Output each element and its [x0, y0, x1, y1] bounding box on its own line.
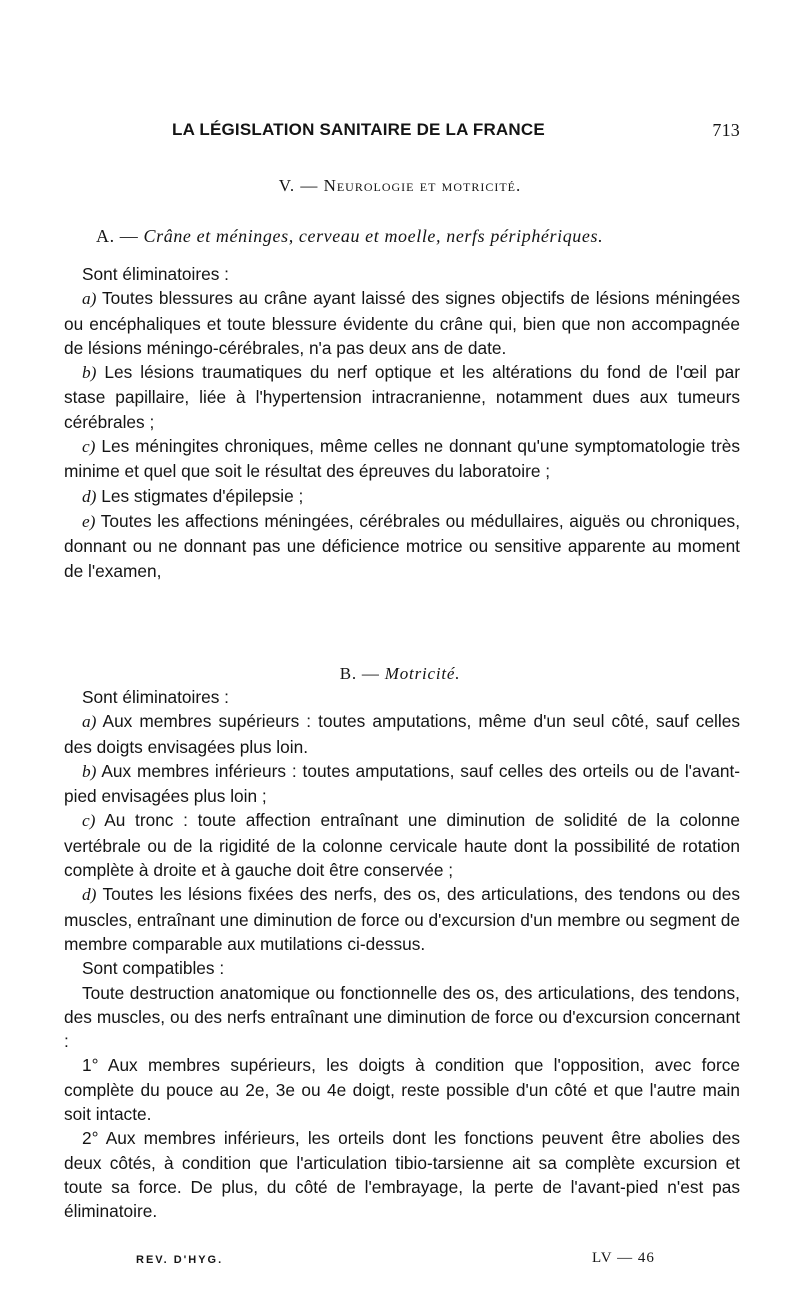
section-a-item-c: c) Les méningites chroniques, même celles ne donnant qu'une symptomatologie très minime et quel que soit le résultat des épreuves du laboratoire ; [64, 436, 740, 482]
section-b-item-b: b) Aux membres inférieurs : toutes amputations, sauf celles des orteils ou de l'avant-pied envisagées plus loin ; [64, 760, 740, 807]
page-number: 713 [712, 120, 740, 140]
section-b-item-a: a) Aux membres supérieurs : toutes amputations, même d'un seul côté, sauf celles des doigts envisagées plus loin. [64, 711, 740, 757]
footer-signature: LV — 46 [592, 1250, 655, 1266]
section-heading [0, 176, 800, 196]
page-header [172, 120, 740, 146]
section-b-body [64, 685, 740, 1224]
section-a-item-a: a) Toutes blessures au crâne ayant laissé des signes objectifs de lésions méningées ou encéphaliques et toute blessure évidente du crâne qui, bien que non accompagnée de lésions méningo-cérébrales, n'a pas deux ans de date. [64, 288, 740, 358]
section-b-intro: Sont éliminatoires : [82, 687, 229, 707]
running-title: LA LÉGISLATION SANITAIRE DE LA FRANCE [172, 120, 545, 139]
section-a-item-b: b) Les lésions traumatiques du nerf optique et les altérations du fond de l'œil par stase papillaire, liée à l'hypertension intracranienne, notamment dues aux tumeurs cérébrales ; [64, 362, 740, 432]
section-numeral: V. — [278, 176, 319, 195]
compatible-item-2: 2° Aux membres inférieurs, les orteils dont les fonctions peuvent être abolies des deux côtés, à condition que l'articulation tibio-tarsienne ait sa complète excursion et toute sa force. De plus, du côté de l'embrayage, la perte de l'avant-pied n'est pas éliminatoire. [64, 1128, 740, 1222]
compatible-intro: Sont compatibles : [82, 958, 225, 979]
section-b-item-c: c) Au tronc : toute affection entraînant une diminution de solidité de la colonne vertébrale ou de la rigidité de la colonne cervicale haute dont la possibilité de rotation complète à droite et à gauche doit être conservée ; [64, 810, 740, 881]
section-b-item-d: d) Toutes les lésions fixées des nerfs, des os, des articulations, des tendons ou des muscles, entraînant une diminution de force ou d'excursion d'un membre ou segment de membre comparable aux mutilations ci-dessus. [64, 884, 740, 954]
subsection-b-title: Motricité. [384, 664, 461, 683]
compatible-text: Toute destruction anatomique ou fonctionnelle des os, des articulations, des tendons, des muscles, ou des nerfs entraînant une diminution de force ou d'excursion concernant : [64, 982, 740, 1052]
subsection-b-heading [0, 664, 800, 684]
section-a-body [64, 262, 740, 583]
subsection-a-label: A. — [96, 226, 139, 246]
section-a-intro: Sont éliminatoires : [82, 264, 229, 284]
section-a-item-d: d) Les stigmates d'épilepsie ; [82, 485, 304, 506]
subsection-a-heading [96, 226, 603, 247]
subsection-a-title: Crâne et méninges, cerveau et moelle, nerfs périphériques. [143, 226, 604, 246]
footer-journal: REV. D'HYG. [136, 1254, 224, 1266]
subsection-b-label: B. — [339, 664, 380, 683]
compatible-item-1: 1° Aux membres supérieurs, les doigts à condition que l'opposition, avec force complète du pouce au 2e, 3e ou 4e doigt, reste possible d'un côté et que l'autre main soit intacte. [64, 1055, 740, 1125]
section-title: Neurologie et motricité. [323, 176, 522, 195]
section-a-item-e: e) Toutes les affections méningées, cérébrales ou médullaires, aiguës ou chroniques, donnant ou ne donnant pas une déficience motrice ou sensitive apparente au moment de l'examen, [64, 510, 740, 581]
